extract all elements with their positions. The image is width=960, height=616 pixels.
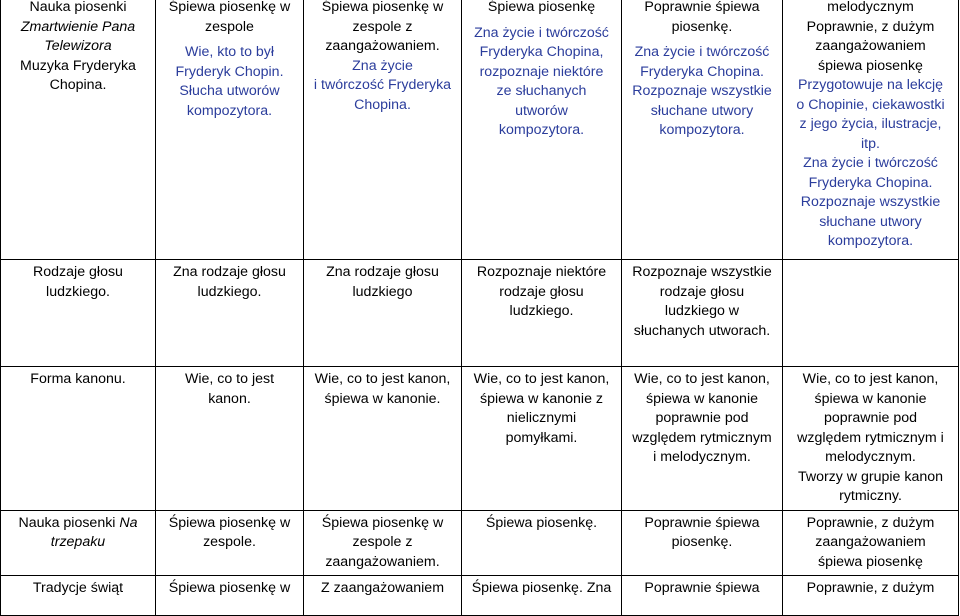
cell-text: Rodzaje głosu	[33, 264, 123, 280]
cell-text: Śpiewa piosenkę	[487, 0, 596, 15]
table-cell	[783, 510, 959, 576]
cell-text: względem rytmicznym	[632, 429, 772, 446]
cell-text: Wie, co to jest kanon,	[634, 371, 770, 387]
table-cell	[304, 367, 462, 511]
cell-text: poprawnie pod	[823, 410, 918, 426]
table-row	[1, 0, 959, 260]
cell-text: melodycznym	[827, 0, 914, 15]
cell-text: melodycznym.	[825, 449, 916, 465]
cell-text: Przygotowuje na lekcję	[797, 77, 944, 93]
cell-text: Śpiewa piosenkę w	[168, 580, 291, 596]
table-cell	[622, 367, 783, 511]
cell-text: i melodycznym.	[653, 449, 751, 465]
table-body	[1, 0, 959, 616]
cell-text: Rozpoznaje wszystkie	[632, 264, 772, 280]
table-cell	[304, 576, 462, 616]
cell-text: śpiewa w kanonie z	[479, 390, 604, 407]
cell-text: piosenkę.	[671, 534, 733, 550]
cell-text: ludzkiego w	[664, 303, 740, 319]
table-cell	[783, 0, 959, 260]
table-cell	[156, 260, 304, 367]
cell-text: i twórczość Fryderyka	[313, 77, 452, 93]
cell-text: Poprawnie śpiewa	[644, 580, 760, 596]
cell-text: Śpiewa piosenkę.	[485, 514, 598, 531]
cell-text: zespole z	[352, 534, 413, 550]
cell-text: śpiewa w kanonie	[814, 390, 927, 407]
cell-text: Zna życie i twórczość	[474, 24, 609, 41]
table-cell	[783, 260, 959, 367]
table-cell	[304, 510, 462, 576]
cell-text: Zna życie i twórczość	[803, 155, 938, 171]
cell-text: Muzyka Fryderyka	[20, 57, 136, 74]
cell-text: Fryderyka Chopina,	[479, 44, 604, 60]
cell-text: nielicznymi	[506, 410, 577, 426]
cell-text: utworów	[515, 102, 568, 119]
cell-text: kompozytora.	[186, 102, 273, 119]
cell-text: Wie, co to jest kanon,	[314, 371, 451, 387]
table-cell	[622, 0, 783, 260]
cell-text: ludzkiego	[352, 283, 413, 300]
cell-text: zaangażowaniem	[815, 38, 926, 54]
cell-text: poprawnie pod	[655, 410, 749, 426]
cell-text: Poprawnie, z dużym	[806, 18, 935, 35]
cell-text: zespole	[205, 18, 254, 35]
cell-text: śpiewa w kanonie.	[324, 390, 441, 407]
table-cell	[1, 260, 156, 367]
table-cell	[462, 510, 622, 576]
table-row	[1, 367, 959, 511]
cell-text: Fryderyk Chopin.	[175, 63, 284, 80]
cell-text: z jego życia, ilustracje,	[799, 116, 942, 132]
table-cell	[1, 576, 156, 616]
cell-text: Słucha utworów	[179, 83, 280, 99]
cell-text: Poprawnie, z dużym	[806, 580, 935, 596]
cell-text: kompozytora.	[498, 122, 585, 138]
cell-text: Chopina.	[49, 77, 107, 93]
cell-text: Rozpoznaje wszystkie	[632, 83, 772, 99]
cell-text: Chopina.	[354, 96, 411, 113]
cell-text: zespole z	[352, 18, 413, 35]
cell-text: śpiewa piosenkę	[818, 553, 923, 570]
cell-text: rodzaje głosu	[499, 283, 584, 300]
cell-text: ze słuchanych	[496, 83, 587, 99]
cell-text: Wie, co to jest	[184, 371, 275, 387]
table-row	[1, 576, 959, 616]
cell-text: Zna życie	[352, 57, 413, 74]
cell-text: Nauka piosenki	[18, 514, 120, 531]
table-cell	[783, 576, 959, 616]
cell-text: rodzaje głosu	[659, 283, 745, 300]
cell-text: Poprawnie, z dużym	[806, 514, 935, 531]
cell-text: kompozytora.	[827, 233, 914, 249]
cell-text: Z zaangażowaniem	[320, 580, 445, 596]
table-cell	[622, 260, 783, 367]
cell-text: Forma kanonu.	[30, 371, 126, 387]
cell-text: Śpiewa piosenkę w	[321, 0, 444, 15]
cell-text: Rozpoznaje wszystkie	[800, 194, 941, 210]
cell-text: Zna rodzaje głosu	[326, 264, 439, 280]
cell-text: śpiewa piosenkę	[818, 57, 923, 74]
cell-text: zaangażowaniem	[815, 534, 926, 550]
table-cell	[156, 576, 304, 616]
cell-text: Poprawnie śpiewa	[644, 514, 760, 531]
cell-text: Nauka piosenki	[29, 0, 127, 15]
cell-text: pomyłkami.	[505, 429, 578, 446]
cell-text: o Chopinie, ciekawostki	[796, 96, 945, 113]
cell-text: ludzkiego.	[197, 283, 262, 300]
cell-text: słuchane utwory	[650, 102, 754, 119]
cell-text: Fryderyka Chopina.	[640, 63, 764, 80]
cell-text: ludzkiego.	[46, 283, 110, 300]
cell-text: słuchanych utworach.	[633, 322, 771, 339]
cell-text: zespole.	[203, 534, 256, 550]
cell-text: kanon.	[208, 390, 251, 407]
table-row	[1, 510, 959, 576]
cell-text: rytmiczny.	[839, 488, 902, 504]
cell-text: Wie, co to jest kanon,	[473, 371, 610, 387]
cell-text: zaangażowaniem.	[325, 38, 440, 54]
cell-text: Śpiewa piosenkę w	[168, 0, 291, 15]
cell-text: Zna życie i twórczość	[634, 44, 770, 60]
table-cell	[462, 367, 622, 511]
table-cell	[1, 510, 156, 576]
cell-text: Tradycje świąt	[32, 580, 124, 596]
table-cell	[462, 0, 622, 260]
cell-text: śpiewa w kanonie	[646, 390, 758, 407]
cell-text: Zna rodzaje głosu	[173, 264, 286, 280]
table-cell	[304, 0, 462, 260]
cell-text: Rozpoznaje niektóre	[476, 264, 607, 280]
cell-text: Telewizora	[44, 38, 112, 54]
cell-text: Śpiewa piosenkę w	[321, 514, 444, 531]
cell-text: Śpiewa piosenkę. Zna	[471, 580, 612, 596]
cell-text: Śpiewa piosenkę w	[168, 514, 291, 531]
table-cell	[1, 367, 156, 511]
table-row	[1, 260, 959, 367]
cell-text: rozpoznaje niektóre	[479, 63, 604, 80]
table-cell	[156, 510, 304, 576]
cell-text: Wie, kto to był	[184, 44, 275, 60]
cell-text: itp.	[861, 135, 880, 152]
cell-text: piosenkę.	[671, 18, 733, 35]
cell-text: słuchane utwory	[819, 213, 922, 230]
cell-text: ludzkiego.	[509, 303, 574, 319]
table-cell	[304, 260, 462, 367]
cell-text: kompozytora.	[659, 122, 745, 138]
cell-text: Na	[119, 514, 138, 531]
cell-text: Poprawnie śpiewa	[644, 0, 760, 15]
table-cell	[783, 367, 959, 511]
table-cell	[156, 0, 304, 260]
table-cell	[622, 576, 783, 616]
cell-text: Zmartwienie Pana	[20, 18, 136, 35]
table-cell	[156, 367, 304, 511]
cell-text: względem rytmicznym i	[797, 429, 944, 446]
cell-text: Wie, co to jest kanon,	[802, 371, 939, 387]
table-cell	[462, 576, 622, 616]
cell-text: trzepaku	[50, 534, 106, 550]
cell-text: zaangażowaniem.	[325, 553, 440, 570]
table-cell	[462, 260, 622, 367]
table-cell	[622, 510, 783, 576]
cell-text: Tworzy w grupie kanon	[797, 468, 944, 485]
table-cell	[1, 0, 156, 260]
cell-text: Fryderyka Chopina.	[808, 174, 933, 191]
